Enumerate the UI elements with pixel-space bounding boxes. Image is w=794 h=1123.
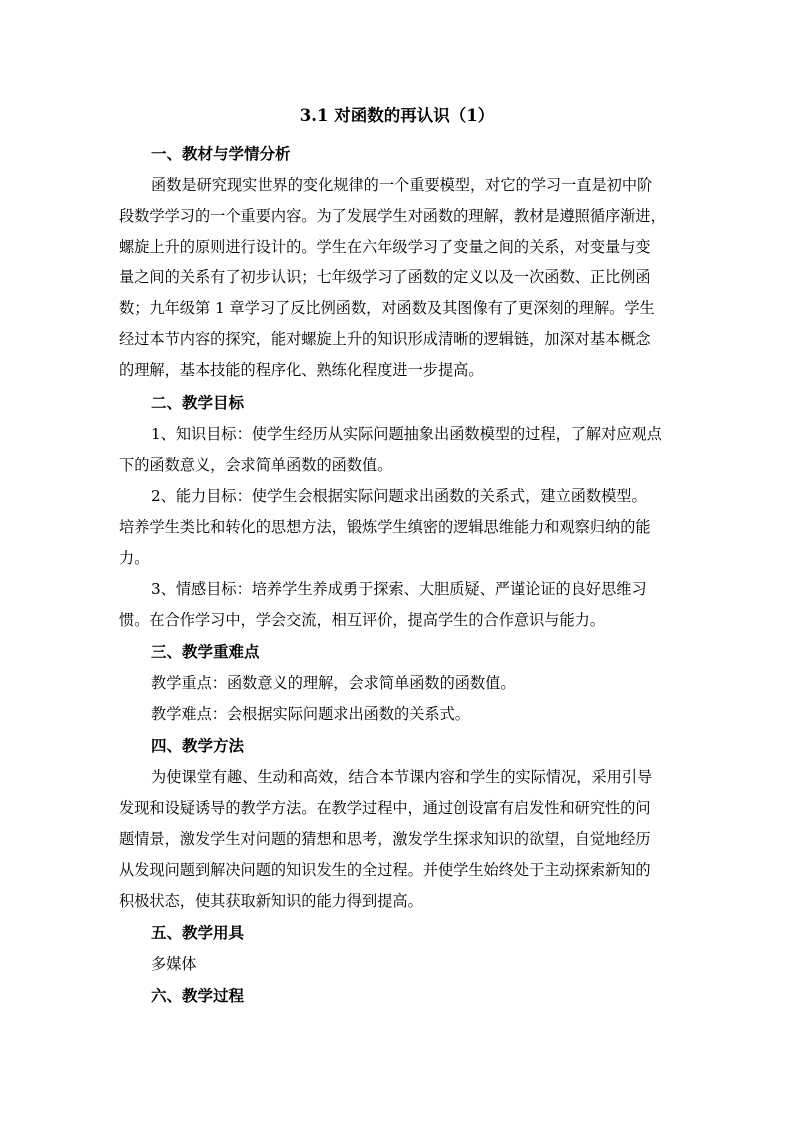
paragraph-line: 积极状态，使其获取新知识的能力得到提高。	[119, 892, 423, 910]
paragraph-line: 教学难点：会根据实际问题求出函数的关系式。	[151, 705, 470, 723]
section-heading-process: 六、教学过程	[151, 986, 245, 1005]
paragraph-line: 数；九年级第 1 章学习了反比例函数，对函数及其图像有了更深刻的理解。学生	[119, 299, 655, 317]
section-heading-analysis: 一、教材与学情分析	[151, 144, 291, 163]
paragraph-line: 下的函数意义，会求简单函数的函数值。	[119, 456, 393, 474]
paragraph-line: 3、情感目标：培养学生养成勇于探索、大胆质疑、严谨论证的良好思维习	[151, 580, 647, 598]
paragraph-line: 1、知识目标：使学生经历从实际问题抽象出函数模型的过程，了解对应观点	[151, 425, 662, 443]
paragraph-line: 函数是研究现实世界的变化规律的一个重要模型，对它的学习一直是初中阶	[151, 176, 653, 194]
section-heading-methods: 四、教学方法	[151, 736, 245, 755]
paragraph-line: 2、能力目标：使学生会根据实际问题求出函数的关系式，建立函数模型。	[151, 487, 647, 505]
paragraph-line: 螺旋上升的原则进行设计的。学生在六年级学习了变量之间的关系，对变量与变	[119, 238, 651, 256]
paragraph-line: 力。	[119, 549, 150, 567]
paragraph-line: 培养学生类比和转化的思想方法，锻炼学生缜密的逻辑思维能力和观察归纳的能	[119, 518, 651, 536]
section-heading-key-points: 三、教学重难点	[151, 642, 260, 661]
paragraph-line: 惯。在合作学习中，学会交流，相互评价，提高学生的合作意识与能力。	[119, 611, 605, 629]
paragraph-line: 量之间的关系有了初步认识；七年级学习了函数的定义以及一次函数、正比例函	[119, 268, 651, 286]
paragraph-line: 发现和设疑诱导的教学方法。在教学过程中，通过创设富有启发性和研究性的问	[119, 799, 651, 817]
document-title: 3.1 对函数的再认识（1）	[299, 106, 495, 125]
paragraph-line: 为使课堂有趣、生动和高效，结合本节课内容和学生的实际情况，采用引导	[151, 768, 653, 786]
paragraph-line: 的理解，基本技能的程序化、熟练化程度进一步提高。	[119, 361, 484, 379]
paragraph-line: 题情景，激发学生对问题的猜想和思考，激发学生探求知识的欲望，自觉地经历	[119, 830, 651, 848]
paragraph-line: 段数学学习的一个重要内容。为了发展学生对函数的理解，教材是遵照循序渐进，	[119, 207, 666, 225]
paragraph-line: 多媒体	[151, 955, 197, 973]
section-heading-tools: 五、教学用具	[151, 923, 245, 942]
paragraph-line: 经过本节内容的探究，能对螺旋上升的知识形成清晰的逻辑链，加深对基本概念	[119, 330, 651, 348]
paragraph-line: 从发现问题到解决问题的知识发生的全过程。并使学生始终处于主动探索新知的	[119, 861, 651, 879]
paragraph-line: 教学重点：函数意义的理解，会求简单函数的函数值。	[151, 674, 516, 692]
section-heading-objectives: 二、教学目标	[151, 393, 245, 412]
